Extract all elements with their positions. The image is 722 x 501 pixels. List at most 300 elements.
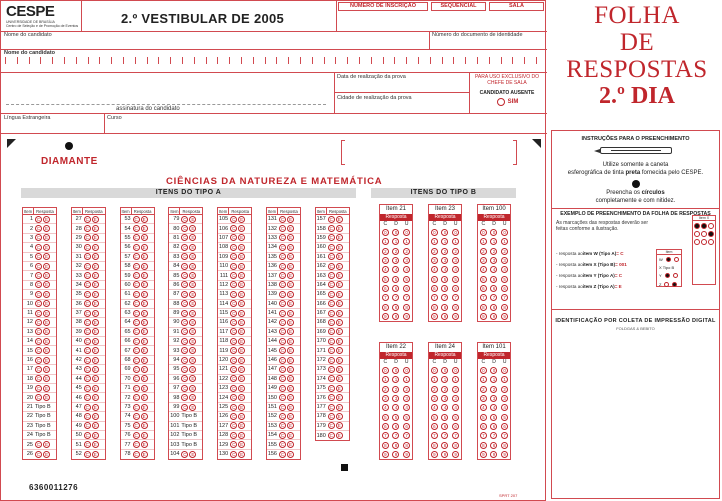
digit-bubble[interactable]: 0: [431, 367, 438, 374]
bubble-e[interactable]: E: [288, 235, 292, 241]
bubble-e[interactable]: E: [288, 244, 292, 250]
bubble-e[interactable]: E: [44, 282, 48, 288]
bubble-e[interactable]: E: [93, 263, 97, 269]
bubble-e[interactable]: E: [142, 235, 146, 241]
bubble-c[interactable]: C: [183, 357, 187, 363]
digit-bubble[interactable]: 8: [441, 304, 448, 311]
digit-bubble[interactable]: 6: [480, 423, 487, 430]
digit-bubble[interactable]: 6: [490, 285, 497, 292]
bubble-e[interactable]: E: [337, 357, 341, 363]
digit-bubble[interactable]: 3: [441, 395, 448, 402]
bubble-c[interactable]: C: [232, 226, 236, 232]
bubble-c[interactable]: C: [280, 395, 285, 401]
bubble-e[interactable]: E: [240, 282, 244, 288]
bubble-c[interactable]: C: [232, 432, 236, 438]
digit-bubble[interactable]: 5: [452, 414, 459, 421]
digit-bubble[interactable]: 1: [480, 376, 487, 383]
digit-bubble[interactable]: 6: [441, 285, 448, 292]
bubble-c[interactable]: C: [36, 216, 41, 222]
bubble-e[interactable]: E: [93, 413, 97, 419]
bubble-c[interactable]: C: [329, 226, 333, 232]
bubble-e[interactable]: E: [93, 357, 97, 363]
digit-bubble[interactable]: 1: [452, 376, 459, 383]
bubble-e[interactable]: E: [288, 357, 292, 363]
digit-bubble[interactable]: 3: [441, 257, 448, 264]
bubble-c[interactable]: C: [85, 404, 89, 410]
bubble-e[interactable]: E: [240, 348, 244, 354]
bubble-c[interactable]: C: [36, 385, 41, 391]
bubble-c[interactable]: C: [85, 319, 89, 325]
bubble-c[interactable]: C: [329, 357, 333, 363]
bubble-e[interactable]: E: [288, 442, 292, 448]
bubble-e[interactable]: E: [142, 413, 146, 419]
bubble-e[interactable]: E: [44, 442, 48, 448]
digit-bubble[interactable]: 0: [501, 367, 508, 374]
bubble-c[interactable]: C: [183, 282, 187, 288]
bubble-e[interactable]: E: [288, 338, 292, 344]
bubble-c[interactable]: C: [232, 385, 236, 391]
bubble-e[interactable]: E: [337, 385, 341, 391]
bubble-c[interactable]: C: [280, 329, 285, 335]
digit-bubble[interactable]: 4: [403, 404, 410, 411]
bubble-c[interactable]: C: [329, 395, 333, 401]
digit-bubble[interactable]: 0: [480, 229, 487, 236]
bubble-e[interactable]: E: [240, 301, 244, 307]
bubble-c[interactable]: C: [134, 423, 138, 429]
digit-bubble[interactable]: 9: [431, 313, 438, 320]
bubble-c[interactable]: C: [85, 301, 89, 307]
bubble-e[interactable]: E: [44, 301, 48, 307]
bubble-c[interactable]: C: [329, 273, 333, 279]
digit-bubble[interactable]: 1: [480, 238, 487, 245]
bubble-e[interactable]: E: [44, 216, 48, 222]
bubble-c[interactable]: C: [183, 385, 187, 391]
bubble-c[interactable]: C: [280, 244, 285, 250]
bubble-c[interactable]: C: [85, 282, 89, 288]
bubble-c[interactable]: C: [329, 244, 333, 250]
digit-bubble[interactable]: 8: [490, 304, 497, 311]
bubble-e[interactable]: E: [337, 329, 341, 335]
digit-bubble[interactable]: 4: [441, 404, 448, 411]
bubble-c[interactable]: C: [85, 451, 89, 457]
bubble-e[interactable]: E: [93, 423, 97, 429]
digit-bubble[interactable]: 0: [403, 229, 410, 236]
digit-bubble[interactable]: 7: [441, 432, 448, 439]
bubble-e[interactable]: E: [240, 244, 244, 250]
bubble-c[interactable]: C: [280, 263, 285, 269]
bubble-e[interactable]: E: [142, 442, 146, 448]
digit-bubble[interactable]: 2: [480, 386, 487, 393]
bubble-c[interactable]: C: [232, 282, 236, 288]
bubble-c[interactable]: C: [183, 291, 187, 297]
bubble-e[interactable]: E: [288, 376, 292, 382]
bubble-e[interactable]: E: [240, 366, 244, 372]
bubble-c[interactable]: C: [329, 254, 333, 260]
bubble-c[interactable]: C: [85, 395, 89, 401]
bubble-e[interactable]: E: [191, 357, 195, 363]
bubble-e[interactable]: E: [93, 235, 97, 241]
bubble-c[interactable]: C: [280, 432, 285, 438]
bubble-c[interactable]: C: [85, 432, 89, 438]
bubble-e[interactable]: E: [240, 226, 244, 232]
bubble-e[interactable]: E: [191, 329, 195, 335]
bubble-c[interactable]: C: [280, 366, 285, 372]
digit-bubble[interactable]: 1: [441, 376, 448, 383]
digit-bubble[interactable]: 7: [490, 432, 497, 439]
bubble-e[interactable]: E: [93, 319, 97, 325]
digit-bubble[interactable]: 2: [490, 248, 497, 255]
bubble-c[interactable]: C: [85, 413, 89, 419]
bubble-c[interactable]: C: [85, 235, 89, 241]
bubble-e[interactable]: E: [337, 338, 341, 344]
digit-bubble[interactable]: 0: [452, 229, 459, 236]
bubble-c[interactable]: C: [36, 395, 41, 401]
bubble-c[interactable]: C: [85, 442, 89, 448]
bubble-c[interactable]: C: [232, 254, 236, 260]
digit-bubble[interactable]: 3: [382, 257, 389, 264]
digit-bubble[interactable]: 7: [452, 294, 459, 301]
digit-bubble[interactable]: 7: [480, 432, 487, 439]
digit-bubble[interactable]: 3: [403, 395, 410, 402]
digit-bubble[interactable]: 8: [490, 442, 497, 449]
digit-bubble[interactable]: 8: [403, 442, 410, 449]
bubble-c[interactable]: C: [280, 216, 285, 222]
digit-bubble[interactable]: 7: [392, 294, 399, 301]
bubble-c[interactable]: C: [134, 357, 138, 363]
bubble-c[interactable]: C: [183, 329, 187, 335]
bubble-c[interactable]: C: [329, 329, 333, 335]
bubble-e[interactable]: E: [337, 282, 341, 288]
digit-bubble[interactable]: 8: [501, 442, 508, 449]
digit-bubble[interactable]: 2: [403, 248, 410, 255]
bubble-c[interactable]: C: [85, 216, 89, 222]
bubble-c[interactable]: C: [183, 348, 187, 354]
bubble-e[interactable]: E: [44, 451, 48, 457]
digit-bubble[interactable]: 8: [452, 442, 459, 449]
bubble-e[interactable]: E: [337, 423, 341, 429]
bubble-c[interactable]: C: [232, 273, 236, 279]
digit-bubble[interactable]: 6: [382, 285, 389, 292]
digit-bubble[interactable]: 7: [403, 432, 410, 439]
bubble-c[interactable]: C: [36, 442, 41, 448]
digit-bubble[interactable]: 9: [441, 313, 448, 320]
digit-bubble[interactable]: 2: [441, 386, 448, 393]
digit-bubble[interactable]: 6: [441, 423, 448, 430]
bubble-e[interactable]: E: [337, 273, 341, 279]
bubble-e[interactable]: E: [240, 385, 244, 391]
bubble-c[interactable]: C: [183, 254, 187, 260]
bubble-e[interactable]: E: [337, 263, 341, 269]
bubble-c[interactable]: C: [280, 226, 285, 232]
bubble-e[interactable]: E: [142, 319, 146, 325]
digit-bubble[interactable]: 3: [452, 395, 459, 402]
digit-bubble[interactable]: 2: [490, 386, 497, 393]
bubble-c[interactable]: C: [183, 301, 187, 307]
bubble-c[interactable]: C: [232, 376, 236, 382]
bubble-c[interactable]: C: [280, 442, 285, 448]
bubble-c[interactable]: C: [134, 442, 138, 448]
bubble-e[interactable]: E: [44, 226, 48, 232]
bubble-e[interactable]: E: [93, 310, 97, 316]
bubble-e[interactable]: E: [288, 348, 292, 354]
bubble-c[interactable]: C: [183, 338, 187, 344]
digit-bubble[interactable]: 1: [382, 376, 389, 383]
bubble-e[interactable]: E: [191, 404, 195, 410]
bubble-c[interactable]: C: [280, 254, 285, 260]
bubble-e[interactable]: E: [337, 244, 341, 250]
bubble-c[interactable]: C: [36, 357, 41, 363]
digit-bubble[interactable]: 6: [382, 423, 389, 430]
digit-bubble[interactable]: 6: [403, 285, 410, 292]
bubble-c[interactable]: C: [280, 376, 285, 382]
bubble-c[interactable]: C: [280, 404, 285, 410]
bubble-c[interactable]: C: [85, 254, 89, 260]
bubble-e[interactable]: E: [142, 282, 146, 288]
bubble-c[interactable]: C: [36, 254, 41, 260]
bubble-e[interactable]: E: [191, 319, 195, 325]
digit-bubble[interactable]: 4: [403, 266, 410, 273]
digit-bubble[interactable]: 1: [431, 238, 438, 245]
bubble-c[interactable]: C: [36, 235, 41, 241]
bubble-e[interactable]: E: [142, 244, 146, 250]
digit-bubble[interactable]: 0: [490, 229, 497, 236]
bubble-e[interactable]: E: [288, 329, 292, 335]
digit-bubble[interactable]: 2: [452, 248, 459, 255]
digit-bubble[interactable]: 5: [392, 276, 399, 283]
bubble-e[interactable]: E: [93, 338, 97, 344]
digit-bubble[interactable]: 0: [501, 229, 508, 236]
digit-bubble[interactable]: 4: [431, 266, 438, 273]
bubble-c[interactable]: C: [232, 338, 236, 344]
bubble-c[interactable]: C: [280, 319, 285, 325]
bubble-e[interactable]: E: [288, 451, 292, 457]
digit-bubble[interactable]: 5: [392, 414, 399, 421]
bubble-c[interactable]: C: [183, 216, 187, 222]
digit-bubble[interactable]: 6: [392, 423, 399, 430]
digit-bubble[interactable]: 7: [403, 294, 410, 301]
bubble-c[interactable]: C: [36, 338, 41, 344]
bubble-c[interactable]: C: [85, 338, 89, 344]
digit-bubble[interactable]: 3: [431, 257, 438, 264]
bubble-e[interactable]: E: [142, 310, 146, 316]
bubble-c[interactable]: C: [134, 451, 138, 457]
bubble-e[interactable]: E: [191, 451, 195, 457]
digit-bubble[interactable]: 5: [403, 414, 410, 421]
bubble-e[interactable]: E: [142, 216, 146, 222]
bubble-e[interactable]: E: [240, 376, 244, 382]
bubble-e[interactable]: E: [288, 319, 292, 325]
digit-bubble[interactable]: 2: [431, 248, 438, 255]
digit-bubble[interactable]: 4: [490, 266, 497, 273]
bubble-e[interactable]: E: [142, 376, 146, 382]
bubble-c[interactable]: C: [36, 329, 41, 335]
digit-bubble[interactable]: 3: [392, 257, 399, 264]
bubble-c[interactable]: C: [85, 244, 89, 250]
bubble-e[interactable]: E: [240, 451, 244, 457]
bubble-e[interactable]: E: [44, 263, 48, 269]
bubble-e[interactable]: E: [44, 385, 48, 391]
bubble-c[interactable]: C: [85, 357, 89, 363]
digit-bubble[interactable]: 4: [480, 266, 487, 273]
bubble-e[interactable]: E: [288, 282, 292, 288]
digit-bubble[interactable]: 4: [452, 266, 459, 273]
bubble-e[interactable]: E: [240, 254, 244, 260]
digit-bubble[interactable]: 4: [382, 266, 389, 273]
bubble-e[interactable]: E: [337, 291, 341, 297]
digit-bubble[interactable]: 1: [490, 238, 497, 245]
bubble-e[interactable]: E: [44, 244, 48, 250]
digit-bubble[interactable]: 8: [452, 304, 459, 311]
bubble-e[interactable]: E: [142, 329, 146, 335]
bubble-e[interactable]: E: [44, 348, 48, 354]
bubble-e[interactable]: E: [337, 319, 341, 325]
digit-bubble[interactable]: 9: [403, 451, 410, 458]
digit-bubble[interactable]: 2: [431, 386, 438, 393]
bubble-c[interactable]: C: [183, 273, 187, 279]
bubble-e[interactable]: E: [93, 226, 97, 232]
bubble-c[interactable]: C: [329, 282, 333, 288]
digit-bubble[interactable]: 5: [382, 276, 389, 283]
bubble-e[interactable]: E: [191, 301, 195, 307]
bubble-c[interactable]: C: [280, 357, 285, 363]
bubble-e[interactable]: E: [93, 329, 97, 335]
digit-bubble[interactable]: 1: [403, 238, 410, 245]
bubble-c[interactable]: C: [183, 263, 187, 269]
digit-bubble[interactable]: 9: [490, 451, 497, 458]
bubble-e[interactable]: E: [240, 338, 244, 344]
bubble-e[interactable]: E: [191, 395, 195, 401]
bubble-e[interactable]: E: [191, 376, 195, 382]
digit-bubble[interactable]: 7: [452, 432, 459, 439]
bubble-e[interactable]: E: [93, 244, 97, 250]
digit-bubble[interactable]: 9: [480, 451, 487, 458]
bubble-e[interactable]: E: [142, 226, 146, 232]
bubble-c[interactable]: C: [85, 291, 89, 297]
digit-bubble[interactable]: 4: [441, 266, 448, 273]
bubble-e[interactable]: E: [142, 451, 146, 457]
bubble-c[interactable]: C: [329, 216, 333, 222]
digit-bubble[interactable]: 0: [441, 367, 448, 374]
bubble-c[interactable]: C: [329, 338, 333, 344]
bubble-c[interactable]: C: [183, 395, 187, 401]
digit-bubble[interactable]: 2: [452, 386, 459, 393]
digit-bubble[interactable]: 9: [431, 451, 438, 458]
bubble-c[interactable]: C: [232, 442, 236, 448]
bubble-c[interactable]: C: [36, 319, 41, 325]
digit-bubble[interactable]: 3: [431, 395, 438, 402]
bubble-e[interactable]: E: [93, 395, 97, 401]
digit-bubble[interactable]: 7: [431, 294, 438, 301]
bubble-e[interactable]: E: [93, 301, 97, 307]
bubble-e[interactable]: E: [191, 263, 195, 269]
bubble-e[interactable]: E: [93, 385, 97, 391]
digit-bubble[interactable]: 0: [480, 367, 487, 374]
bubble-e[interactable]: E: [44, 291, 48, 297]
digit-bubble[interactable]: 7: [501, 432, 508, 439]
bubble-e[interactable]: E: [191, 216, 195, 222]
bubble-e[interactable]: E: [240, 423, 244, 429]
bubble-e[interactable]: E: [337, 404, 341, 410]
bubble-c[interactable]: C: [329, 235, 333, 241]
digit-bubble[interactable]: 6: [480, 285, 487, 292]
digit-bubble[interactable]: 5: [490, 414, 497, 421]
digit-bubble[interactable]: 9: [382, 451, 389, 458]
digit-bubble[interactable]: 3: [392, 395, 399, 402]
bubble-c[interactable]: C: [232, 319, 236, 325]
bubble-c[interactable]: C: [134, 348, 138, 354]
digit-bubble[interactable]: 6: [403, 423, 410, 430]
digit-bubble[interactable]: 3: [403, 257, 410, 264]
digit-bubble[interactable]: 1: [392, 238, 399, 245]
bubble-c[interactable]: C: [85, 310, 89, 316]
bubble-c[interactable]: C: [329, 319, 333, 325]
digit-bubble[interactable]: 0: [392, 367, 399, 374]
bubble-e[interactable]: E: [240, 310, 244, 316]
digit-bubble[interactable]: 1: [431, 376, 438, 383]
digit-bubble[interactable]: 0: [392, 229, 399, 236]
bubble-e[interactable]: E: [142, 366, 146, 372]
digit-bubble[interactable]: 0: [382, 229, 389, 236]
bubble-e[interactable]: E: [93, 273, 97, 279]
bubble-c[interactable]: C: [85, 423, 89, 429]
bubble-e[interactable]: E: [240, 413, 244, 419]
digit-bubble[interactable]: 3: [480, 257, 487, 264]
bubble-c[interactable]: C: [232, 235, 236, 241]
bubble-e[interactable]: E: [288, 273, 292, 279]
bubble-e[interactable]: E: [44, 319, 48, 325]
bubble-c[interactable]: C: [134, 329, 138, 335]
bubble-c[interactable]: C: [232, 395, 236, 401]
bubble-c[interactable]: C: [134, 263, 138, 269]
bubble-c[interactable]: C: [183, 376, 187, 382]
bubble-e[interactable]: E: [337, 216, 341, 222]
bubble-e[interactable]: E: [191, 348, 195, 354]
digit-bubble[interactable]: 2: [382, 248, 389, 255]
bubble-e[interactable]: E: [240, 273, 244, 279]
bubble-e[interactable]: E: [288, 301, 292, 307]
digit-bubble[interactable]: 0: [431, 229, 438, 236]
bubble-c[interactable]: C: [134, 432, 138, 438]
digit-bubble[interactable]: 4: [392, 266, 399, 273]
bubble-e[interactable]: E: [44, 273, 48, 279]
bubble-c[interactable]: C: [36, 310, 41, 316]
digit-bubble[interactable]: 9: [501, 451, 508, 458]
bubble-e[interactable]: E: [93, 442, 97, 448]
bubble-e[interactable]: E: [288, 432, 292, 438]
bubble-e[interactable]: E: [191, 282, 195, 288]
bubble-c[interactable]: C: [183, 235, 187, 241]
bubble-e[interactable]: E: [142, 254, 146, 260]
digit-bubble[interactable]: 6: [431, 423, 438, 430]
bubble-e[interactable]: E: [240, 395, 244, 401]
bubble-c[interactable]: C: [183, 451, 187, 457]
bubble-e[interactable]: E: [337, 395, 341, 401]
bubble-c[interactable]: C: [134, 282, 138, 288]
bubble-c[interactable]: C: [134, 244, 138, 250]
digit-bubble[interactable]: 3: [501, 395, 508, 402]
bubble-c[interactable]: C: [183, 226, 187, 232]
digit-bubble[interactable]: 6: [431, 285, 438, 292]
bubble-e[interactable]: E: [288, 291, 292, 297]
bubble-c[interactable]: C: [85, 226, 89, 232]
bubble-c[interactable]: C: [36, 348, 41, 354]
bubble-c[interactable]: C: [183, 244, 187, 250]
bubble-c[interactable]: C: [329, 301, 333, 307]
bubble-c[interactable]: C: [134, 216, 138, 222]
digit-bubble[interactable]: 3: [480, 395, 487, 402]
digit-bubble[interactable]: 5: [441, 414, 448, 421]
bubble-c[interactable]: C: [36, 376, 41, 382]
